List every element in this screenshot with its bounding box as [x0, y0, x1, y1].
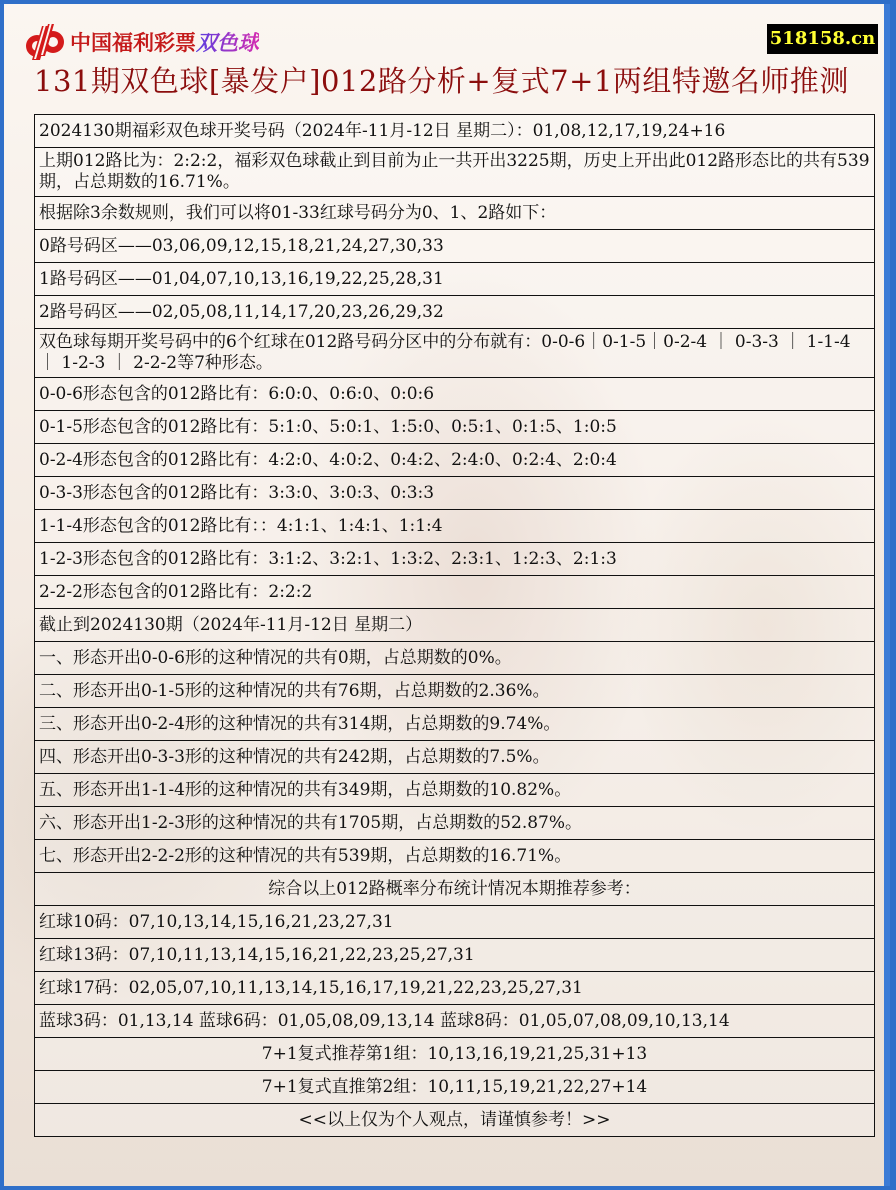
table-row: [35, 1071, 875, 1104]
analysis-table: [34, 114, 875, 1137]
page-title: 131期双色球[暴发户]012路分析+复式7+1两组特邀名师推测: [34, 64, 849, 98]
red-10-row: 红球10码：07,10,13,14,15,16,21,23,27,31: [35, 906, 875, 939]
table-row: [35, 510, 875, 543]
table-row: [35, 477, 875, 510]
table-row: [35, 230, 875, 263]
cwl-logo-icon: [22, 22, 66, 62]
table-row: [35, 1038, 875, 1071]
cutoff-row: 截止到2024130期（2024年-11月-12日 星期二）: [35, 609, 875, 642]
cwl-logo: [22, 22, 259, 62]
pattern-033-row: 0-3-3形态包含的012路比有：3:3:0、3:0:3、0:3:3: [35, 477, 875, 510]
combo-group-2: 7+1复式直推第2组：10,11,15,19,21,22,27+14: [35, 1071, 875, 1104]
stat-row-1: 一、形态开出0-0-6形的这种情况的共有0期，占总期数的0%。: [35, 642, 875, 675]
table-row: [35, 675, 875, 708]
rule-intro-row: 根据除3余数规则，我们可以将01-33红球号码分为0、1、2路如下：: [35, 197, 875, 230]
pattern-006-row: 0-0-6形态包含的012路比有：6:0:0、0:6:0、0:0:6: [35, 378, 875, 411]
pattern-024-row: 0-2-4形态包含的012路比有：4:2:0、4:0:2、0:4:2、2:4:0、0:2:4、2:0:4: [35, 444, 875, 477]
table-row: [35, 642, 875, 675]
stat-row-7: 七、形态开出2-2-2形的这种情况的共有539期，占总期数的16.71%。: [35, 840, 875, 873]
pattern-222-row: 2-2-2形态包含的012路比有：2:2:2: [35, 576, 875, 609]
red-13-row: 红球13码：07,10,11,13,14,15,16,21,22,23,25,27,31: [35, 939, 875, 972]
logo-text-cwl: 中国福利彩票: [70, 31, 196, 55]
page-frame: [4, 4, 890, 1186]
red-17-row: 红球17码：02,05,07,10,11,13,14,15,16,17,19,21,22,23,25,27,31: [35, 972, 875, 1005]
table-row: [35, 378, 875, 411]
table-row: [35, 329, 875, 378]
zone-1-row: 1路号码区——01,04,07,10,13,16,19,22,25,28,31: [35, 263, 875, 296]
table-row: [35, 609, 875, 642]
table-row: [35, 939, 875, 972]
stat-row-6: 六、形态开出1-2-3形的这种情况的共有1705期，占总期数的52.87%。: [35, 807, 875, 840]
table-row: [35, 263, 875, 296]
stat-row-4: 四、形态开出0-3-3形的这种情况的共有242期，占总期数的7.5%。: [35, 741, 875, 774]
table-row: [35, 411, 875, 444]
stat-row-3: 三、形态开出0-2-4形的这种情况的共有314期，占总期数的9.74%。: [35, 708, 875, 741]
pattern-123-row: 1-2-3形态包含的012路比有：3:1:2、3:2:1、1:3:2、2:3:1、1:2:3、2:1:3: [35, 543, 875, 576]
pattern-114-row: 1-1-4形态包含的012路比有：：4:1:1、1:4:1、1:1:4: [35, 510, 875, 543]
site-badge[interactable]: 518158.cn: [767, 24, 878, 54]
table-row: [35, 807, 875, 840]
disclaimer-row: <<以上仅为个人观点，请谨慎参考！>>: [35, 1104, 875, 1137]
table-row: [35, 148, 875, 197]
table-row: [35, 972, 875, 1005]
pattern-intro-row: 双色球每期开奖号码中的6个红球在012路号码分区中的分布就有：0-0-6｜0-1-5｜0-2-4 ｜ 0-3-3 ｜ 1-1-4 ｜ 1-2-3 ｜ 2-2-2等7种形态。: [35, 329, 875, 378]
blue-row: 蓝球3码：01,13,14 蓝球6码：01,05,08,09,13,14 蓝球8码：01,05,07,08,09,10,13,14: [35, 1005, 875, 1038]
table-row: [35, 1005, 875, 1038]
stat-row-2: 二、形态开出0-1-5形的这种情况的共有76期，占总期数的2.36%。: [35, 675, 875, 708]
logo-text: [70, 27, 259, 57]
table-row: [35, 444, 875, 477]
stat-row-5: 五、形态开出1-1-4形的这种情况的共有349期，占总期数的10.82%。: [35, 774, 875, 807]
table-row: [35, 774, 875, 807]
last-ratio-row: 上期012路比为：2:2:2，福彩双色球截止到目前为止一共开出3225期，历史上开出此012路形态比的共有539期，占总期数的16.71%。: [35, 148, 875, 197]
table-row: [35, 197, 875, 230]
table-row: [35, 1104, 875, 1137]
table-row: [35, 115, 875, 148]
zone-0-row: 0路号码区——03,06,09,12,15,18,21,24,27,30,33: [35, 230, 875, 263]
table-row: [35, 708, 875, 741]
recommend-heading: 综合以上012路概率分布统计情况本期推荐参考：: [35, 873, 875, 906]
table-row: [35, 741, 875, 774]
table-row: [35, 543, 875, 576]
table-row: [35, 840, 875, 873]
table-row: [35, 873, 875, 906]
table-row: [35, 906, 875, 939]
combo-group-1: 7+1复式推荐第1组：10,13,16,19,21,25,31+13: [35, 1038, 875, 1071]
table-row: [35, 296, 875, 329]
table-row: [35, 576, 875, 609]
zone-2-row: 2路号码区——02,05,08,11,14,17,20,23,26,29,32: [35, 296, 875, 329]
logo-text-ssq: 双色球: [196, 31, 259, 55]
draw-result-row: 2024130期福彩双色球开奖号码（2024年-11月-12日 星期二）：01,08,12,17,19,24+16: [35, 115, 875, 148]
pattern-015-row: 0-1-5形态包含的012路比有：5:1:0、5:0:1、1:5:0、0:5:1、0:1:5、1:0:5: [35, 411, 875, 444]
